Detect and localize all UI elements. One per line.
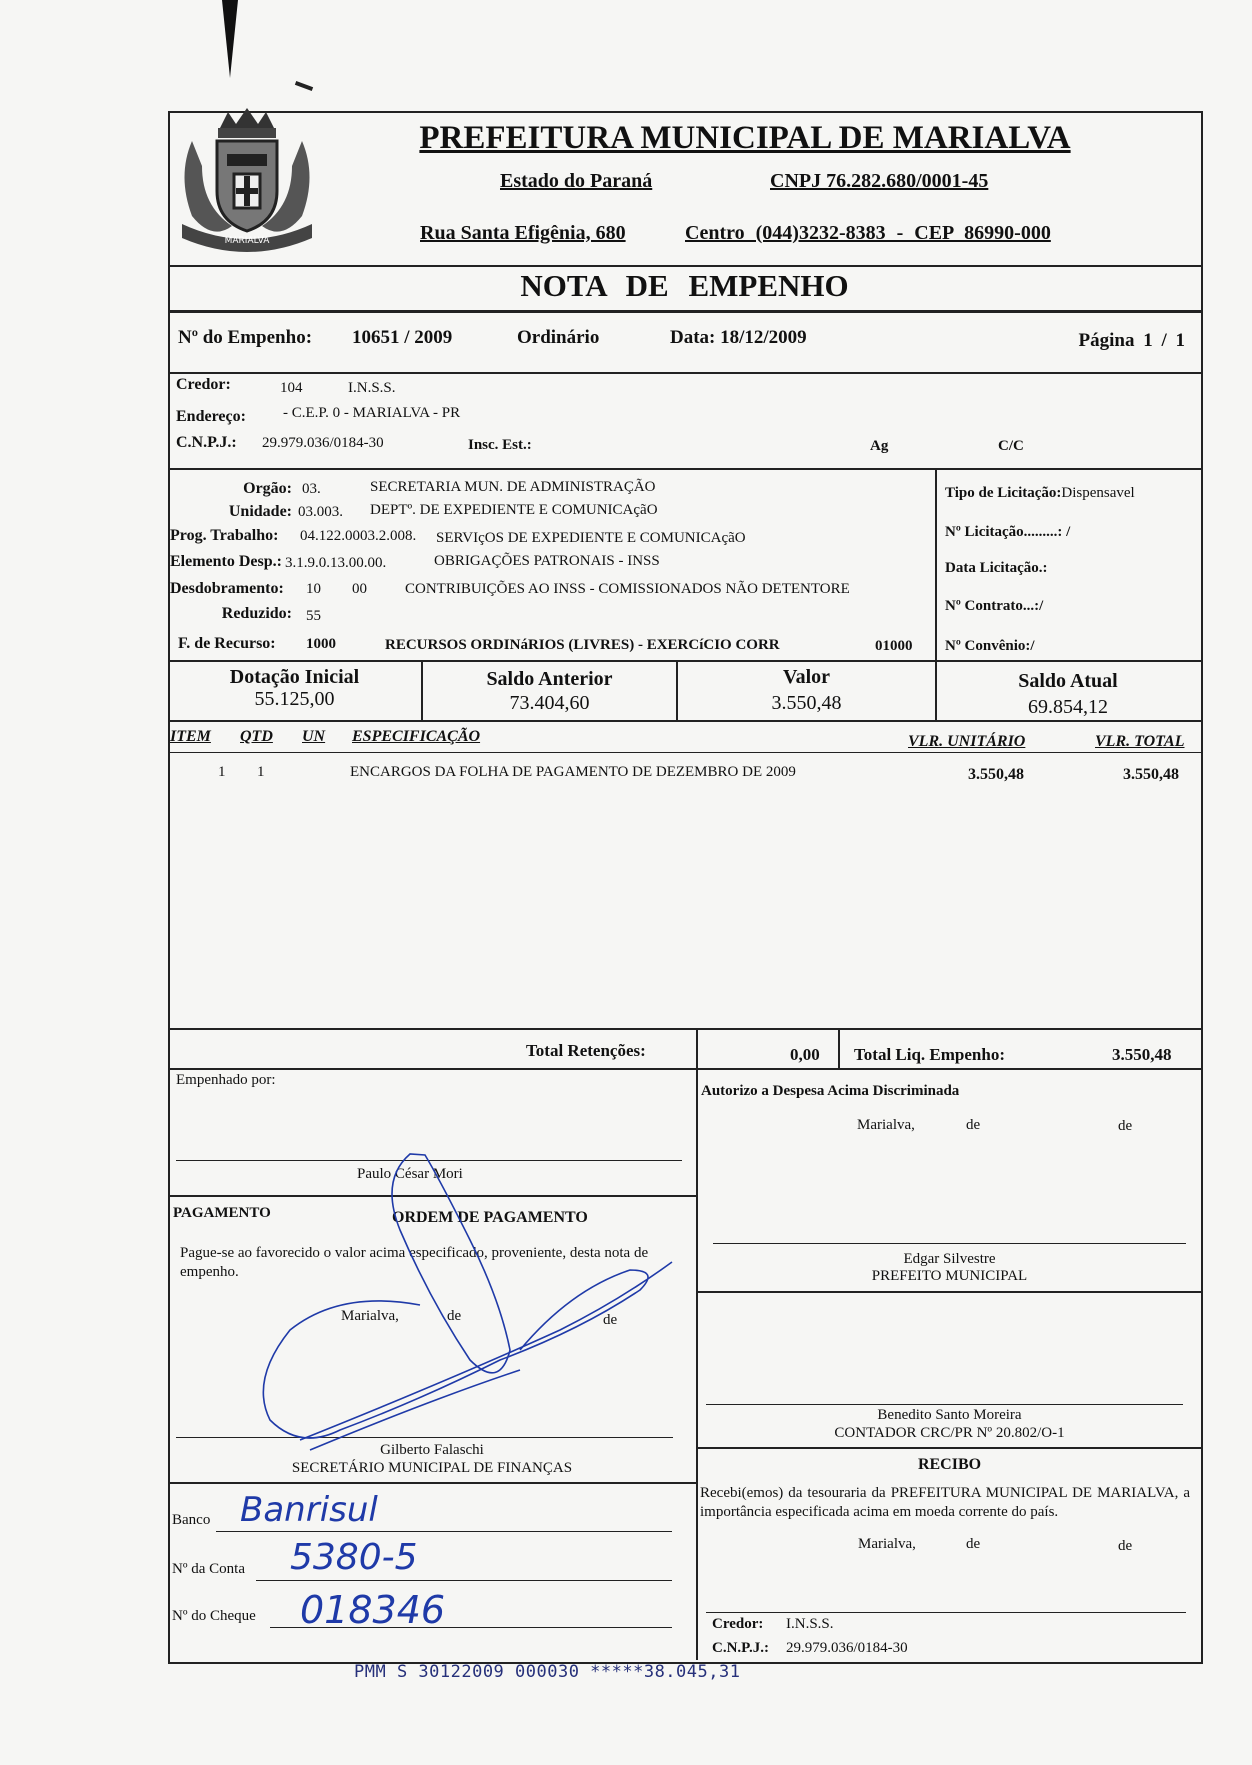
insc-est-label: Insc. Est.: [468,437,532,453]
col-vlr-total: VLR. TOTAL [1095,733,1185,750]
cheque-label: Nº do Cheque [172,1608,256,1624]
autorizo-city: Marialva, [857,1117,915,1133]
fonte-code2: 01000 [875,638,913,654]
empenho-type: Ordinário [517,327,600,348]
elem-name: OBRIGAÇÕES PATRONAIS - INSS [434,553,660,569]
licitacao-tipo [945,485,1135,502]
liq-empenho-value: 3.550,48 [1112,1045,1172,1064]
autorizo-signer: Edgar Silvestre [903,1251,996,1267]
recibo-credor-value: I.N.S.S. [786,1616,834,1632]
item-vlr-total: 3.550,48 [1123,766,1179,783]
valor-value: 3.550,48 [771,692,842,714]
item-qtd: 1 [257,764,265,780]
credor-cnpj: 29.979.036/0184-30 [262,435,384,451]
pagamento-signer: Gilberto Falaschi [380,1442,484,1458]
recibo-cnpj-label: C.N.P.J.: [712,1640,769,1656]
coat-of-arms-text: MARIALVA [224,236,270,246]
header-address: Rua Santa Efigênia, 680 [420,222,626,244]
fonte-code: 1000 [306,636,336,652]
recibo-cnpj-value: 29.979.036/0184-30 [786,1640,908,1656]
desd-name: CONTRIBUIÇÕES AO INSS - COMISSIONADOS NÃO DETENTORE [405,581,850,597]
reduzido-label: Reduzido: [221,605,292,622]
cheque-value: 018346 [300,1588,446,1632]
conta-label: Nº da Conta [172,1561,245,1577]
col-item: ITEM [170,728,211,745]
recibo-label: RECIBO [917,1456,982,1473]
recibo-credor-label: Credor: [712,1616,764,1632]
cnpj-label: C.N.P.J.: [176,434,237,451]
header-address-rest: Centro (044)3232-8383 - CEP 86990-000 [685,222,1051,244]
liq-empenho-label: Total Liq. Empenho: [854,1045,1005,1064]
unidade-label: Unidade: [228,503,292,520]
credor-code: 104 [280,380,303,396]
col-qtd: QTD [240,728,273,745]
licitacao-numero: Nº Licitação.........: / [945,524,1071,540]
col-un: UN [302,728,326,745]
autorizo-label: Autorizo a Despesa Acima Discriminada [701,1083,960,1099]
desd-code1: 10 [306,581,321,597]
orgao-label: Orgão: [243,480,292,497]
conta-value: 5380-5 [290,1537,418,1578]
fonte-label: F. de Recurso: [178,635,276,652]
ag-label: Ag [870,438,889,454]
item-especificacao: ENCARGOS DA FOLHA DE PAGAMENTO DE DEZEMBRO DE 2009 [350,764,796,780]
autorizo-de1: de [966,1117,981,1133]
contrato-number: Nº Contrato...:/ [945,598,1044,614]
prog-name: SERVIçOS DE EXPEDIENTE E COMUNICAçãO [436,530,746,546]
retencoes-label: Total Retenções: [526,1041,646,1060]
retencoes-value: 0,00 [790,1045,820,1064]
col-vlr-unitario: VLR. UNITÁRIO [908,733,1026,750]
banco-label: Banco [172,1512,211,1528]
item-number: 1 [218,764,226,780]
pagamento-label: PAGAMENTO [173,1205,271,1221]
banco-value: Banrisul [240,1490,378,1530]
prog-code: 04.122.0003.2.008. [300,528,417,544]
pagamento-city: Marialva, [341,1308,399,1324]
empenhado-signer: Paulo César Mori [357,1166,463,1182]
licitacao-tipo-value: Dispensavel [1061,485,1135,501]
fonte-name: RECURSOS ORDINáRIOS (LIVRES) - EXERCíCIO CORR [385,637,780,653]
page-title: PREFEITURA MUNICIPAL DE MARIALVA [419,120,1071,156]
ordem-pagamento-label: ORDEM DE PAGAMENTO [392,1209,588,1226]
unidade-code: 03.003. [298,504,343,520]
credor-address: - C.E.P. 0 - MARIALVA - PR [283,405,461,421]
elem-label: Elemento Desp.: [170,553,282,570]
pagamento-de2: de [603,1312,618,1328]
empenho-number: 10651 / 2009 [352,327,453,348]
recibo-text: Recebi(emos) da tesouraria da PREFEITURA MUNICIPAL DE MARIALVA, a importância especificada acima em moeda corrente do país. [700,1485,1190,1520]
credor-label: Credor: [176,376,231,393]
item-vlr-unitario: 3.550,48 [968,766,1024,783]
valor-label: Valor [782,666,831,688]
empenho-date: Data: 18/12/2009 [670,327,807,348]
orgao-name: SECRETARIA MUN. DE ADMINISTRAÇÃO [370,479,656,495]
pagamento-role: SECRETÁRIO MUNICIPAL DE FINANÇAS [291,1460,573,1476]
cc-label: C/C [998,438,1024,454]
header-cnpj: CNPJ 76.282.680/0001-45 [770,170,989,192]
dotacao-label: Dotação Inicial [229,666,360,688]
unidade-name: DEPTº. DE EXPEDIENTE E COMUNICAçãO [370,502,658,518]
desd-label: Desdobramento: [170,580,284,597]
dotacao-value: 55.125,00 [254,688,335,710]
licitacao-data: Data Licitação.: [945,560,1048,576]
saldo-anterior-value: 73.404,60 [509,692,590,714]
autorizo-role: PREFEITO MUNICIPAL [871,1268,1028,1284]
cashier-stamp: PMM S 30122009 000030 *****38.045,31 [354,1662,741,1682]
table-row [168,760,1201,790]
address-label: Endereço: [176,408,246,425]
licitacao-tipo-label: Tipo de Licitação: [945,485,1062,501]
contador-role: CONTADOR CRC/PR Nº 20.802/O-1 [834,1425,1065,1441]
orgao-code: 03. [302,481,321,497]
elem-code: 3.1.9.0.13.00.00. [285,555,387,571]
scan-mark-small [295,81,313,91]
coat-of-arms-logo [172,106,322,258]
document-title: NOTA DE EMPENHO [520,268,849,303]
pagamento-text: Pague-se ao favorecido o valor acima especificado, proveniente, desta nota de empenho. [180,1245,649,1280]
scan-mark [222,0,238,78]
reduzido-value: 55 [306,608,321,624]
prog-label: Prog. Trabalho: [170,527,279,544]
credor-name: I.N.S.S. [348,380,396,396]
recibo-de1: de [966,1536,981,1552]
recibo-de2: de [1118,1538,1133,1554]
saldo-atual-label: Saldo Atual [1018,670,1118,692]
recibo-city: Marialva, [858,1536,916,1552]
header-state: Estado do Paraná [500,170,653,192]
saldo-anterior-label: Saldo Anterior [486,668,613,690]
autorizo-de2: de [1118,1118,1133,1134]
col-especificacao: ESPECIFICAÇÃO [352,728,481,745]
desd-code2: 00 [352,581,367,597]
empenhado-label: Empenhado por: [176,1072,276,1088]
page-number: Página 1 / 1 [1078,330,1185,351]
empenho-label: Nº do Empenho: [178,327,313,348]
convenio-number: Nº Convênio:/ [945,638,1035,654]
contador-signer: Benedito Santo Moreira [877,1407,1022,1423]
saldo-atual-value: 69.854,12 [1028,696,1108,718]
pagamento-de1: de [447,1308,462,1324]
